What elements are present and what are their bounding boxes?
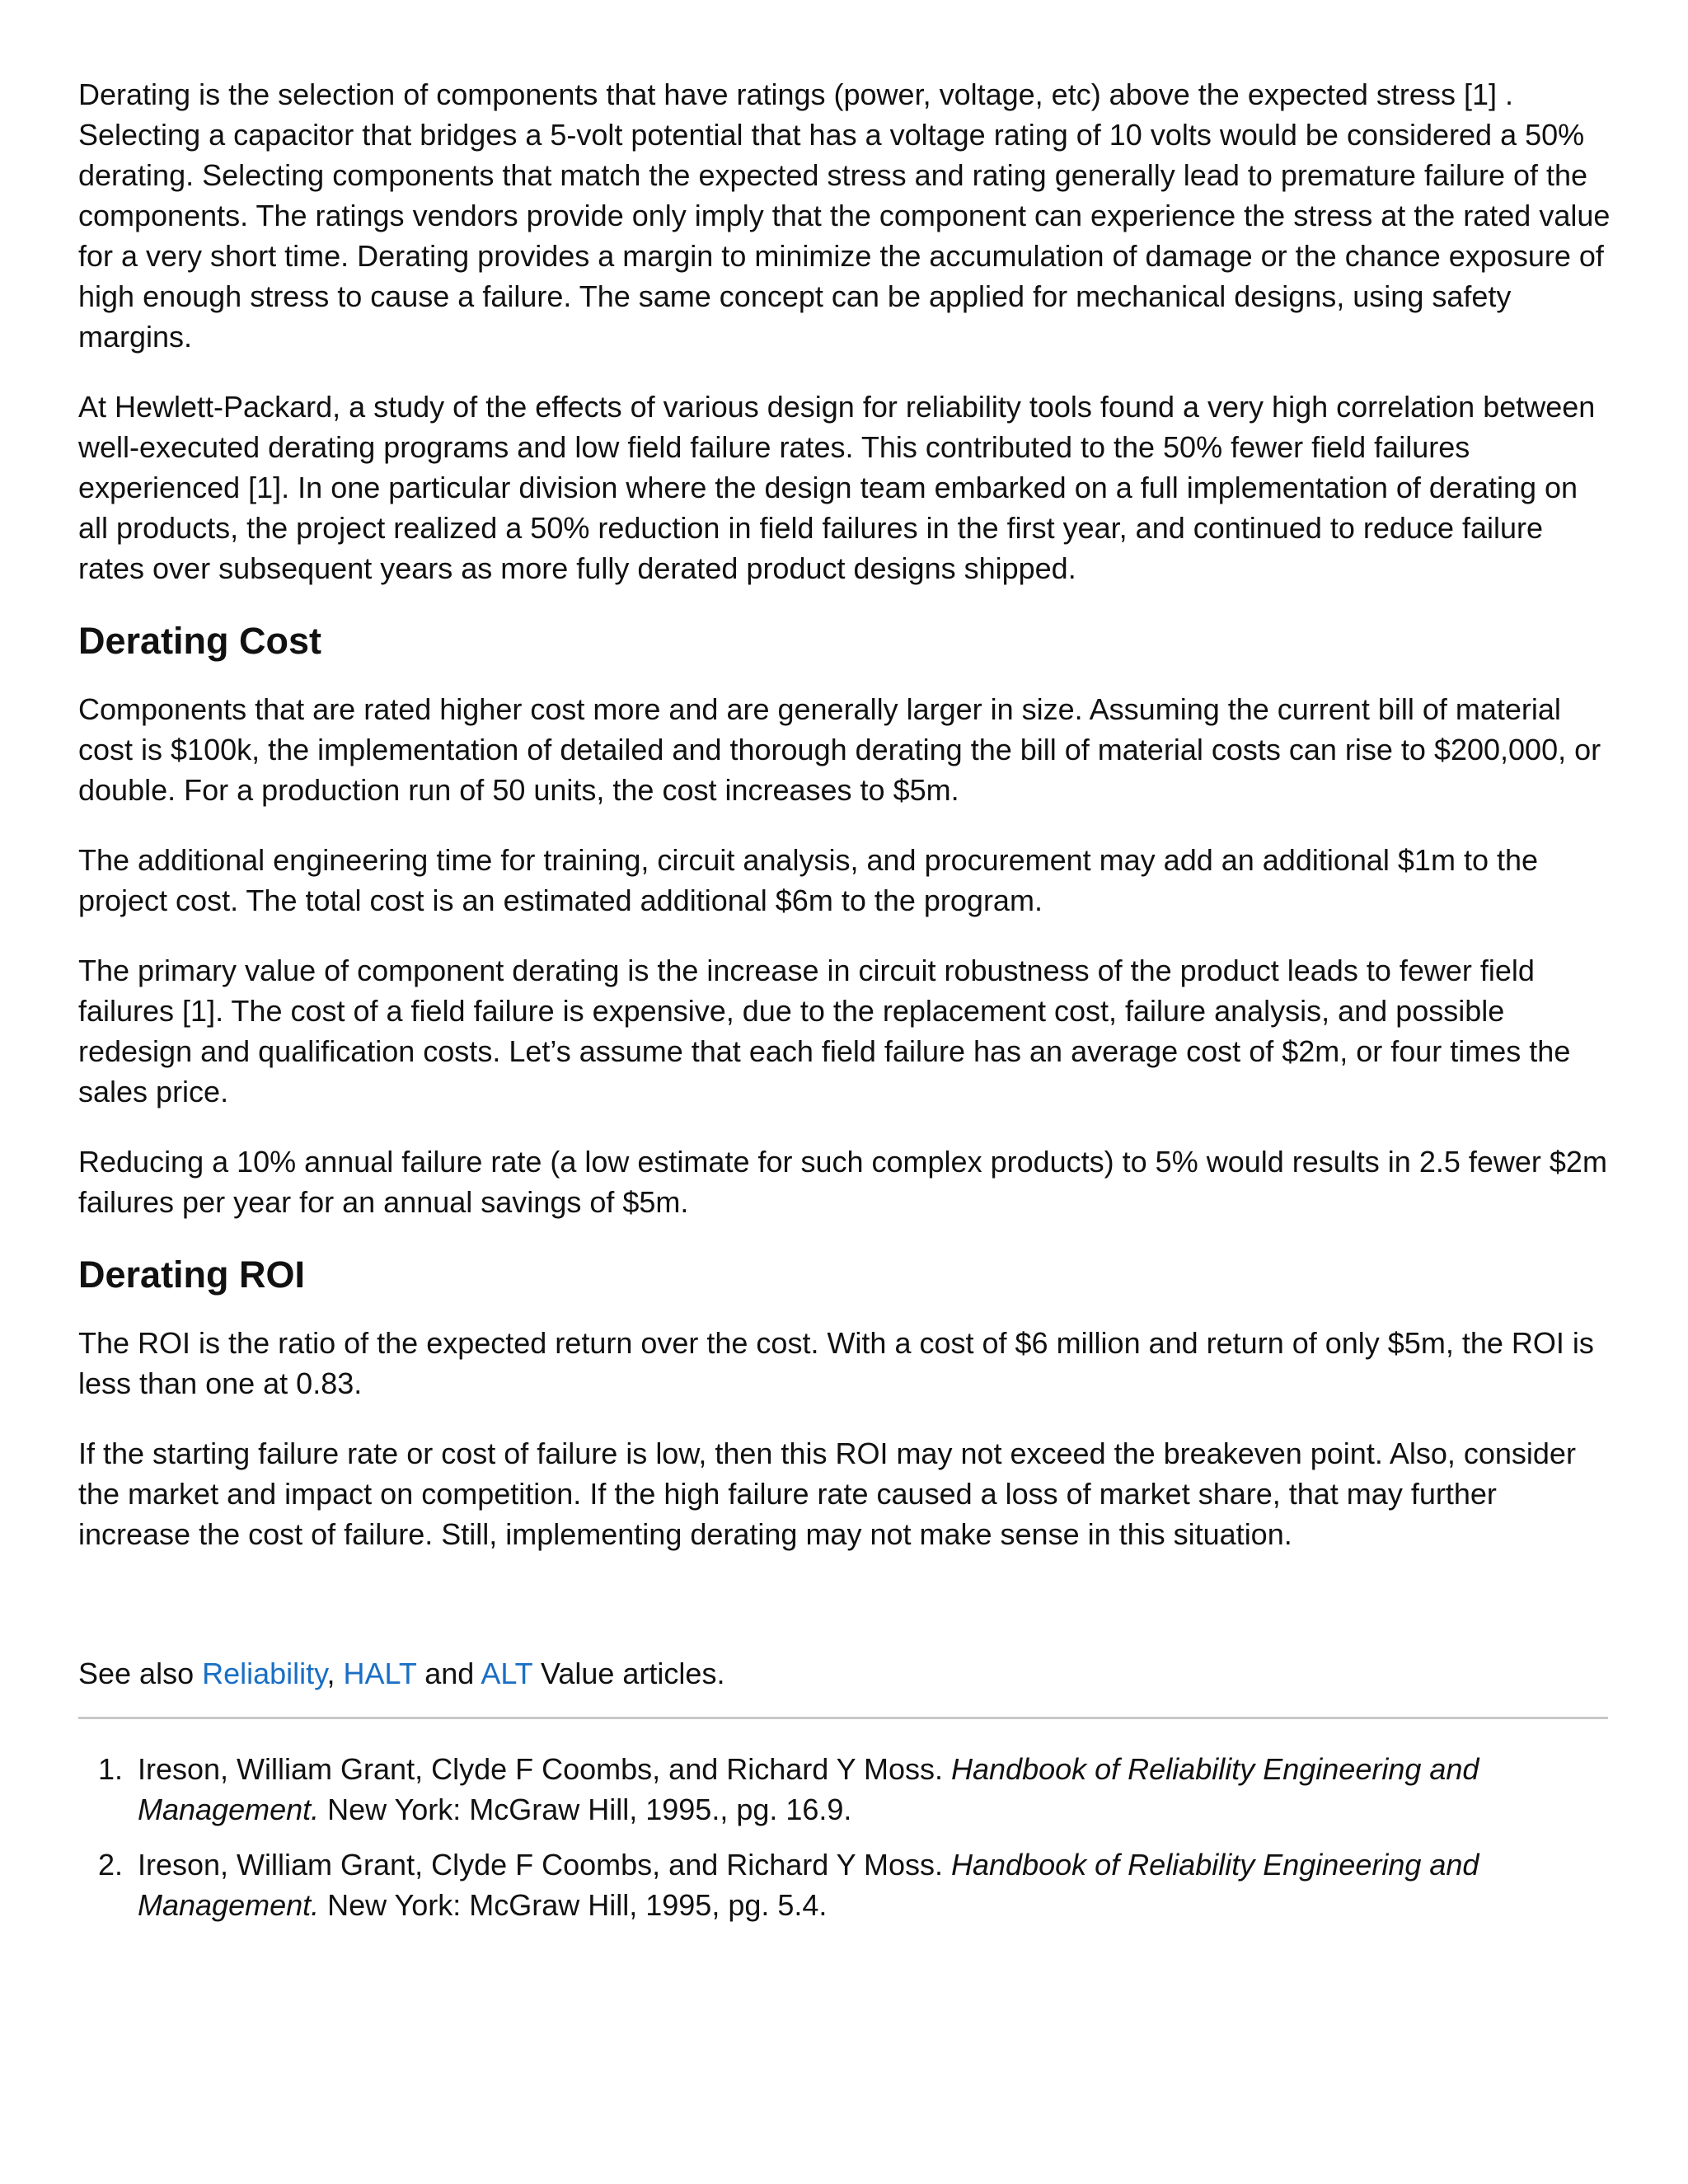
- footnote-divider: [78, 1717, 1608, 1719]
- cost-paragraph-1: Components that are rated higher cost more and are generally larger in size. Assuming the current bill of material cost is $100k, the implementation of detailed and thorough derating the bill of material costs can rise to $200,000, or double. For a production run of 50 units, the cost increases to $5m.: [78, 692, 1601, 807]
- reference-title: Handbook of Reliability Engineering and Management.: [138, 1848, 1479, 1922]
- reference-number: 2.: [98, 1848, 124, 1882]
- see-also-separator-2: and: [416, 1657, 481, 1690]
- intro-paragraph-2: At Hewlett-Packard, a study of the effects of various design for reliability tools found a very high correlation between well-executed derating programs and low field failure rates. This contributed to the 50% fewer field failures experienced [1]. In one particular division where the design team embarked on a full implementation of derating on all products, the project realized a 50% reduction in field failures in the first year, and continued to reduce failure rates over subsequent years as more fully derated product designs shipped.: [78, 390, 1596, 585]
- halt-link[interactable]: HALT: [343, 1657, 417, 1690]
- cost-paragraph-3: The primary value of component derating is the increase in circuit robustness of the product leads to fewer field failures [1]. The cost of a field failure is expensive, due to the replacement cost, failure analysis, and possible redesign and qualification costs. Let’s assume that each field failure has an average cost of $2m, or four times the sales price.: [78, 954, 1571, 1108]
- reference-item-2: [78, 1844, 1611, 1925]
- reference-item-1: [78, 1749, 1611, 1830]
- see-also-separator-1: ,: [326, 1657, 344, 1690]
- reference-title: Handbook of Reliability Engineering and Management.: [138, 1752, 1479, 1826]
- article-body: [78, 74, 1611, 1940]
- reference-authors: Ireson, William Grant, Clyde F Coombs, and Richard Y Moss.: [138, 1752, 952, 1786]
- roi-paragraph-1: The ROI is the ratio of the expected return over the cost. With a cost of $6 million and return of only $5m, the ROI is less than one at 0.83.: [78, 1326, 1594, 1400]
- references-list: [78, 1749, 1611, 1925]
- cost-paragraph-4: Reducing a 10% annual failure rate (a low estimate for such complex products) to 5% would results in 2.5 fewer $2m failures per year for an annual savings of $5m.: [78, 1145, 1607, 1219]
- reliability-link[interactable]: Reliability: [202, 1657, 327, 1690]
- intro-paragraph-1: Derating is the selection of components that have ratings (power, voltage, etc) above the expected stress [1] . Selecting a capacitor that bridges a 5-volt potential that has a voltage rating of 10 volts would be considered a 50% derating. Selecting components that match the expected stress and rating generally lead to premature failure of the components. The ratings vendors provide only imply that the component can experience the stress at the rated value for a very short time. Derating provides a margin to minimize the accumulation of damage or the chance exposure of high enough stress to cause a failure. The same concept can be applied for mechanical designs, using safety margins.: [78, 77, 1611, 354]
- roi-paragraph-2: If the starting failure rate or cost of failure is low, then this ROI may not exceed the breakeven point. Also, consider the market and impact on competition. If the high failure rate caused a loss of market share, that may further increase the cost of failure. Still, implementing derating may not make sense in this situation.: [78, 1436, 1576, 1551]
- reference-number: 1.: [98, 1752, 124, 1786]
- reference-authors: Ireson, William Grant, Clyde F Coombs, and Richard Y Moss.: [138, 1848, 952, 1882]
- cost-paragraph-2: The additional engineering time for training, circuit analysis, and procurement may add an additional $1m to the project cost. The total cost is an estimated additional $6m to the program.: [78, 843, 1539, 917]
- see-also-line: [78, 1653, 1611, 1694]
- section-heading-derating-roi: Derating ROI: [78, 1254, 306, 1296]
- section-heading-derating-cost: Derating Cost: [78, 620, 322, 662]
- see-also-prefix: See also: [78, 1657, 203, 1690]
- alt-link[interactable]: ALT: [481, 1657, 533, 1690]
- reference-publisher: New York: McGraw Hill, 1995., pg. 16.9.: [319, 1793, 852, 1826]
- reference-publisher: New York: McGraw Hill, 1995, pg. 5.4.: [319, 1888, 828, 1922]
- see-also-suffix: Value articles.: [532, 1657, 725, 1690]
